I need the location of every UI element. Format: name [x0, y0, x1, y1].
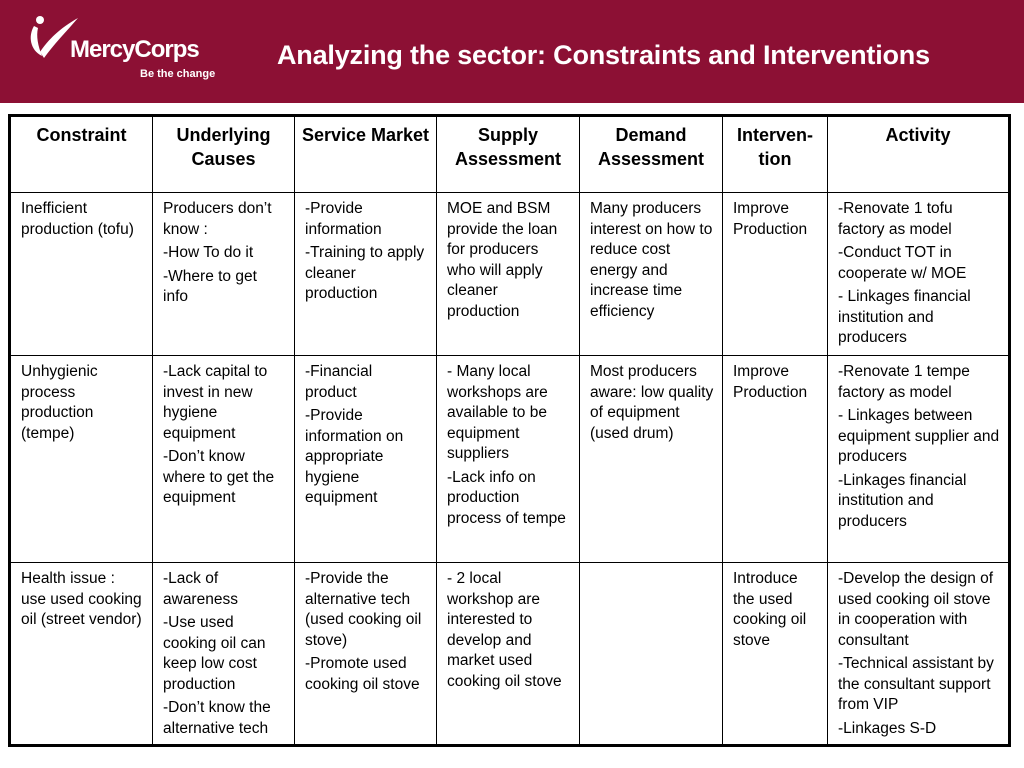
cell-text: -Renovate 1 tempe factory as model [838, 363, 970, 401]
header-banner [0, 0, 1024, 103]
cell-text: Improve Production [733, 200, 808, 238]
cell-text: -Technical assistant by the consultant support from VIP [838, 655, 994, 713]
cell-text: -Linkages S-D [838, 719, 937, 737]
cell-causes [153, 193, 295, 356]
column-header-underlying-causes: Underlying Causes [153, 116, 295, 193]
cell-constraint [10, 356, 153, 563]
cell-text: Most producers aware: low quality of equipment (used drum) [590, 363, 714, 442]
cell-causes [153, 563, 295, 746]
cell-text: -How To do it [163, 244, 254, 261]
column-header-supply-assessment: Supply Assessment [437, 116, 580, 193]
table-row [10, 356, 1010, 563]
cell-text: - Linkages between equipment supplier and producers [838, 407, 1000, 465]
column-header-demand-assessment: Demand Assessment [580, 116, 723, 193]
constraints-table [8, 114, 1011, 747]
table-row [10, 193, 1010, 356]
cell-service [295, 193, 437, 356]
mercycorps-logo[interactable] [26, 12, 226, 92]
cell-intervention [723, 563, 828, 746]
cell-text: -Provide information [305, 200, 382, 238]
cell-text: Inefficient production (tofu) [21, 200, 134, 238]
cell-causes [153, 356, 295, 563]
column-header-service-market: Service Market [295, 116, 437, 193]
cell-activity [828, 563, 1010, 746]
column-header-intervention: Interven-tion [723, 116, 828, 193]
cell-text: -Renovate 1 tofu factory as model [838, 200, 953, 238]
cell-supply [437, 193, 580, 356]
table-row [10, 563, 1010, 746]
cell-text: MOE and BSM provide the loan for producers who will apply cleaner production [447, 200, 558, 320]
cell-text: Health issue : use used cooking oil (street vendor) [21, 570, 142, 628]
cell-text: -Develop the design of used cooking oil stove in cooperation with consultant [838, 570, 994, 649]
cell-demand [580, 563, 723, 746]
cell-text: -Linkages financial institution and producers [838, 471, 967, 530]
cell-constraint [10, 193, 153, 356]
cell-supply [437, 356, 580, 563]
table-header-row [10, 116, 1010, 193]
cell-demand [580, 193, 723, 356]
page-title: Analyzing the sector: Constraints and Interventions [277, 40, 930, 70]
cell-text: -Financial product [305, 363, 373, 401]
column-header-constraint: Constraint [10, 116, 153, 193]
cell-intervention [723, 356, 828, 563]
cell-service [295, 563, 437, 746]
cell-text: -Lack of awareness [163, 570, 238, 608]
cell-activity [828, 193, 1010, 356]
cell-text: - Many local workshops are available to be equipment suppliers [447, 363, 548, 462]
cell-text: -Provide information on appropriate hygiene equipment [305, 407, 404, 506]
cell-text: -Provide the alternative tech (used cooking oil stove) [305, 570, 422, 649]
cell-text: -Where to get info [163, 267, 257, 305]
cell-intervention [723, 193, 828, 356]
cell-demand [580, 356, 723, 563]
cell-text: Producers don’t know : [163, 200, 272, 238]
cell-text: -Don’t know the alternative tech [163, 699, 271, 737]
cell-text: Unhygienic process production (tempe) [21, 363, 98, 442]
cell-text: Introduce the used cooking oil stove [733, 570, 807, 649]
cell-text: -Lack capital to invest in new hygiene equipment [163, 363, 268, 442]
cell-constraint [10, 563, 153, 746]
cell-text: Many producers interest on how to reduce cost energy and increase time efficiency [590, 200, 713, 320]
cell-text: -Conduct TOT in cooperate w/ MOE [838, 244, 967, 282]
cell-text: - Linkages financial institution and producers [838, 288, 971, 346]
cell-service [295, 356, 437, 563]
cell-text: -Don’t know where to get the equipment [163, 448, 275, 506]
cell-text: -Lack info on production process of tempe [447, 468, 566, 527]
cell-text: -Use used cooking oil can keep low cost production [163, 614, 266, 693]
column-header-activity: Activity [828, 116, 1010, 193]
cell-supply [437, 563, 580, 746]
brand-name: MercyCorps [70, 36, 199, 63]
cell-activity [828, 356, 1010, 563]
cell-text: Improve Production [733, 363, 808, 401]
cell-text: -Promote used cooking oil stove [305, 655, 420, 693]
cell-text: -Training to apply cleaner production [305, 244, 425, 302]
cell-text: - 2 local workshop are interested to develop and market used cooking oil stove [447, 570, 562, 690]
brand-tagline: Be the change [140, 68, 216, 80]
